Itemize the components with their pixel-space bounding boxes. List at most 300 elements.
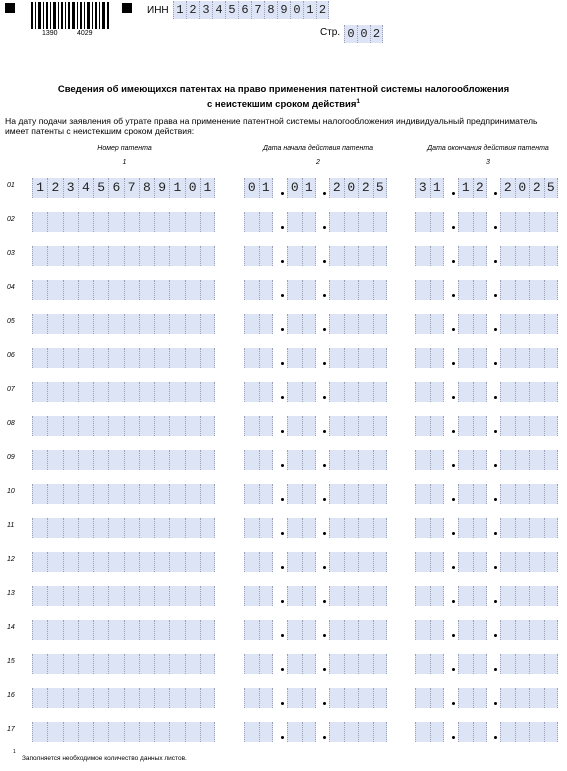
end-day-field[interactable]	[415, 722, 444, 742]
start-year-field-cell: 0	[344, 178, 359, 198]
end-year-field[interactable]	[500, 314, 558, 334]
end-month-field-cell	[458, 518, 473, 538]
start-year-field[interactable]	[329, 450, 387, 470]
row-label: 12	[7, 556, 15, 563]
start-year-field-cell	[358, 416, 373, 436]
patent-number-field-cell	[108, 280, 123, 300]
end-month-field-cell	[458, 688, 473, 708]
start-day-field-cell	[259, 416, 274, 436]
end-month-field-cell	[458, 450, 473, 470]
end-day-field[interactable]	[415, 212, 444, 232]
row-label: 06	[7, 352, 15, 359]
end-month-field[interactable]	[458, 416, 487, 436]
patent-number-field-cell	[78, 280, 93, 300]
patent-number-field-cell	[185, 620, 200, 640]
patent-number-field-cell	[108, 314, 123, 334]
date-separator-dot	[281, 736, 284, 739]
start-year-field[interactable]	[329, 722, 387, 742]
end-year-field-cell	[529, 586, 544, 606]
start-year-field-cell	[373, 552, 388, 572]
patent-number-field-cell	[108, 348, 123, 368]
start-year-field-cell	[373, 620, 388, 640]
end-day-field-cell	[430, 722, 445, 742]
row-label: 03	[7, 250, 15, 257]
start-month-field[interactable]	[287, 654, 316, 674]
start-year-field[interactable]	[329, 620, 387, 640]
patent-number-field-cell	[78, 416, 93, 436]
patent-number-field-cell	[185, 586, 200, 606]
patent-number-field-cell	[93, 620, 108, 640]
date-separator-dot	[452, 362, 455, 365]
start-day-field[interactable]	[244, 654, 273, 674]
start-day-field[interactable]	[244, 280, 273, 300]
start-day-field[interactable]	[244, 688, 273, 708]
start-month-field[interactable]	[287, 212, 316, 232]
start-month-field[interactable]	[287, 450, 316, 470]
date-separator-dot	[452, 464, 455, 467]
end-year-field[interactable]	[500, 280, 558, 300]
end-year-field[interactable]	[500, 620, 558, 640]
patent-number-field-cell	[47, 314, 62, 334]
patent-number-field-cell	[108, 552, 123, 572]
start-month-field[interactable]	[287, 688, 316, 708]
start-day-field[interactable]	[244, 212, 273, 232]
end-year-field[interactable]	[500, 178, 558, 198]
patent-number-field-cell	[124, 416, 139, 436]
start-year-field[interactable]	[329, 246, 387, 266]
end-year-field-cell	[500, 212, 515, 232]
patent-number-field-cell	[124, 552, 139, 572]
end-month-field[interactable]	[458, 620, 487, 640]
end-day-field[interactable]	[415, 654, 444, 674]
start-day-field-cell	[244, 450, 259, 470]
patent-number-field-cell: 1	[169, 178, 184, 198]
date-separator-dot	[323, 634, 326, 637]
end-year-field-cell	[544, 722, 559, 742]
row-label: 13	[7, 590, 15, 597]
start-year-field-cell	[358, 280, 373, 300]
start-month-field-cell	[287, 246, 302, 266]
start-month-field[interactable]	[287, 552, 316, 572]
date-separator-dot	[323, 736, 326, 739]
row-label: 05	[7, 318, 15, 325]
start-year-field-cell	[358, 484, 373, 504]
start-day-field-cell	[244, 246, 259, 266]
patent-number-field-cell	[154, 620, 169, 640]
start-month-field-cell	[287, 654, 302, 674]
patent-number-field-cell	[200, 620, 215, 640]
end-month-field[interactable]	[458, 382, 487, 402]
patent-number-field-cell	[154, 280, 169, 300]
patent-number-field-cell	[139, 416, 154, 436]
patent-number-field-cell	[93, 246, 108, 266]
date-separator-dot	[452, 566, 455, 569]
patent-number-field-cell	[32, 688, 47, 708]
patent-number-field[interactable]	[32, 348, 215, 368]
patent-number-field-cell	[139, 212, 154, 232]
patent-number-field[interactable]	[32, 586, 215, 606]
patent-number-field-cell	[63, 416, 78, 436]
patent-number-field-cell	[108, 382, 123, 402]
start-month-field-cell	[302, 246, 317, 266]
end-day-field[interactable]	[415, 518, 444, 538]
end-year-field-cell	[544, 620, 559, 640]
end-month-field[interactable]	[458, 552, 487, 572]
start-day-field[interactable]	[244, 348, 273, 368]
date-separator-dot	[494, 260, 497, 263]
patent-number-field[interactable]	[32, 382, 215, 402]
start-year-field-cell	[344, 348, 359, 368]
start-day-field[interactable]	[244, 586, 273, 606]
start-day-field[interactable]	[244, 246, 273, 266]
start-month-field-cell	[287, 280, 302, 300]
patent-number-field[interactable]	[32, 654, 215, 674]
end-year-field[interactable]	[500, 688, 558, 708]
end-year-field-cell	[500, 484, 515, 504]
start-month-field-cell	[287, 314, 302, 334]
end-month-field-cell	[458, 314, 473, 334]
patent-number-field-cell	[78, 518, 93, 538]
date-separator-dot	[494, 702, 497, 705]
end-month-field[interactable]	[458, 348, 487, 368]
end-year-field[interactable]	[500, 450, 558, 470]
end-day-field[interactable]	[415, 382, 444, 402]
patent-number-field-cell	[108, 518, 123, 538]
date-separator-dot	[323, 532, 326, 535]
end-month-field-cell	[473, 450, 488, 470]
start-month-field-cell	[302, 518, 317, 538]
end-year-field[interactable]	[500, 382, 558, 402]
end-year-field[interactable]	[500, 484, 558, 504]
start-year-field-cell	[329, 688, 344, 708]
start-year-field-cell	[373, 484, 388, 504]
patent-number-field-cell	[47, 654, 62, 674]
patent-number-field-cell	[124, 654, 139, 674]
end-month-field[interactable]	[458, 518, 487, 538]
end-day-field[interactable]	[415, 314, 444, 334]
patent-number-field-cell	[32, 518, 47, 538]
page-number-field[interactable]	[344, 25, 383, 43]
start-day-field[interactable]	[244, 450, 273, 470]
end-month-field[interactable]	[458, 688, 487, 708]
patent-number-field-cell	[32, 620, 47, 640]
patent-number-field-cell	[63, 722, 78, 742]
patent-number-field[interactable]	[32, 518, 215, 538]
start-day-field[interactable]	[244, 484, 273, 504]
start-month-field[interactable]	[287, 348, 316, 368]
patent-number-field-cell	[154, 586, 169, 606]
end-year-field-cell	[500, 314, 515, 334]
start-day-field[interactable]	[244, 722, 273, 742]
start-month-field-cell	[302, 688, 317, 708]
start-year-field[interactable]	[329, 212, 387, 232]
end-year-field-cell	[529, 348, 544, 368]
start-month-field[interactable]	[287, 280, 316, 300]
end-month-field[interactable]	[458, 450, 487, 470]
start-month-field[interactable]	[287, 484, 316, 504]
start-year-field[interactable]	[329, 178, 387, 198]
date-separator-dot	[323, 226, 326, 229]
patent-number-field-cell	[47, 586, 62, 606]
patent-number-field-cell	[78, 348, 93, 368]
date-separator-dot	[323, 464, 326, 467]
patent-number-field-cell	[63, 586, 78, 606]
start-year-field[interactable]	[329, 382, 387, 402]
patent-number-field[interactable]	[32, 314, 215, 334]
start-year-field[interactable]	[329, 314, 387, 334]
start-year-field[interactable]	[329, 518, 387, 538]
start-day-field-cell	[244, 620, 259, 640]
start-month-field[interactable]	[287, 314, 316, 334]
start-month-field[interactable]	[287, 178, 316, 198]
date-separator-dot	[452, 294, 455, 297]
start-year-field-cell	[373, 688, 388, 708]
end-day-field[interactable]	[415, 450, 444, 470]
start-day-field[interactable]	[244, 518, 273, 538]
end-month-field[interactable]	[458, 280, 487, 300]
end-year-field-cell	[544, 484, 559, 504]
start-month-field[interactable]	[287, 620, 316, 640]
barcode-number-right: 4029	[77, 30, 93, 37]
date-separator-dot	[452, 226, 455, 229]
start-day-field-cell	[259, 314, 274, 334]
end-day-field[interactable]	[415, 620, 444, 640]
patent-number-field[interactable]	[32, 212, 215, 232]
start-month-field[interactable]	[287, 518, 316, 538]
end-day-field-cell	[415, 552, 430, 572]
patent-number-field-cell	[63, 688, 78, 708]
title-footnote-mark: 1	[356, 98, 360, 105]
patent-number-field-cell	[93, 654, 108, 674]
start-year-field[interactable]	[329, 586, 387, 606]
date-separator-dot	[452, 396, 455, 399]
start-year-field[interactable]	[329, 348, 387, 368]
patent-number-field[interactable]	[32, 280, 215, 300]
end-year-field-cell	[529, 688, 544, 708]
start-day-field-cell	[244, 416, 259, 436]
patent-number-field-cell: 4	[78, 178, 93, 198]
end-year-field-cell	[544, 552, 559, 572]
start-year-field-cell	[373, 280, 388, 300]
end-year-field-cell	[515, 450, 530, 470]
inn-cell: 9	[277, 1, 290, 19]
end-month-field-cell	[473, 280, 488, 300]
patent-number-field[interactable]	[32, 552, 215, 572]
patent-number-field[interactable]	[32, 620, 215, 640]
patent-number-field-cell	[185, 450, 200, 470]
end-day-field[interactable]	[415, 178, 444, 198]
patent-number-field-cell	[154, 450, 169, 470]
end-month-field-cell	[473, 722, 488, 742]
end-day-field[interactable]	[415, 348, 444, 368]
inn-label: ИНН	[147, 5, 169, 16]
patent-number-field-cell	[47, 382, 62, 402]
start-month-field[interactable]	[287, 586, 316, 606]
end-month-field-cell	[473, 314, 488, 334]
date-separator-dot	[281, 226, 284, 229]
end-month-field-cell: 2	[473, 178, 488, 198]
end-year-field[interactable]	[500, 654, 558, 674]
end-day-field-cell	[415, 518, 430, 538]
patent-number-field-cell	[78, 688, 93, 708]
end-month-field[interactable]	[458, 212, 487, 232]
date-separator-dot	[494, 464, 497, 467]
start-month-field[interactable]	[287, 722, 316, 742]
end-year-field[interactable]	[500, 246, 558, 266]
end-day-field[interactable]	[415, 688, 444, 708]
inn-cell: 1	[173, 1, 186, 19]
patent-number-field-cell	[185, 416, 200, 436]
start-year-field-cell	[373, 722, 388, 742]
end-month-field[interactable]	[458, 314, 487, 334]
start-day-field[interactable]	[244, 552, 273, 572]
end-day-field-cell	[415, 654, 430, 674]
end-year-field[interactable]	[500, 722, 558, 742]
patent-number-field-cell: 1	[32, 178, 47, 198]
start-year-field-cell	[344, 484, 359, 504]
start-year-field[interactable]	[329, 416, 387, 436]
patent-number-field-cell	[154, 212, 169, 232]
date-separator-dot	[323, 600, 326, 603]
end-year-field[interactable]	[500, 212, 558, 232]
start-day-field-cell	[244, 518, 259, 538]
start-year-field[interactable]	[329, 688, 387, 708]
start-year-field[interactable]	[329, 654, 387, 674]
end-year-field-cell	[515, 212, 530, 232]
end-month-field[interactable]	[458, 722, 487, 742]
start-year-field-cell	[329, 620, 344, 640]
patent-number-field[interactable]	[32, 450, 215, 470]
end-year-field-cell	[500, 450, 515, 470]
patent-number-field[interactable]	[32, 416, 215, 436]
patent-number-field[interactable]	[32, 178, 215, 198]
end-year-field-cell	[544, 416, 559, 436]
patent-number-field-cell: 3	[63, 178, 78, 198]
patent-number-field-cell: 5	[93, 178, 108, 198]
intro-line1: На дату подачи заявления об утрате права на применение патентной системы налогообложения индивидуальный предприниматель	[5, 116, 538, 126]
date-separator-dot	[494, 736, 497, 739]
start-month-field[interactable]	[287, 416, 316, 436]
end-month-field[interactable]	[458, 246, 487, 266]
patent-number-field-cell	[200, 552, 215, 572]
start-year-field[interactable]	[329, 552, 387, 572]
patent-number-field-cell	[169, 620, 184, 640]
start-day-field[interactable]	[244, 314, 273, 334]
end-year-field-cell	[500, 416, 515, 436]
patent-number-field[interactable]	[32, 246, 215, 266]
intro-line2: имеет патенты с неистекшим сроком действия:	[5, 126, 195, 136]
patent-number-field-cell	[200, 212, 215, 232]
patent-number-field-cell	[200, 518, 215, 538]
end-year-field[interactable]	[500, 518, 558, 538]
patent-number-field-cell: 8	[139, 178, 154, 198]
start-day-field-cell	[259, 620, 274, 640]
patent-number-field-cell	[169, 518, 184, 538]
end-year-field-cell	[529, 484, 544, 504]
patent-number-field-cell	[169, 416, 184, 436]
inn-cell: 4	[212, 1, 225, 19]
patent-number-field-cell	[139, 314, 154, 334]
end-day-field[interactable]	[415, 586, 444, 606]
start-year-field-cell	[373, 450, 388, 470]
end-year-field-cell	[544, 688, 559, 708]
patent-number-field-cell	[124, 450, 139, 470]
end-month-field-cell: 1	[458, 178, 473, 198]
start-day-field-cell	[259, 212, 274, 232]
end-month-field[interactable]	[458, 484, 487, 504]
end-year-field[interactable]	[500, 586, 558, 606]
date-separator-dot	[452, 600, 455, 603]
start-month-field-cell	[302, 314, 317, 334]
inn-field[interactable]	[173, 1, 329, 19]
start-day-field[interactable]	[244, 416, 273, 436]
patent-number-field-cell	[63, 450, 78, 470]
patent-number-field-cell	[78, 484, 93, 504]
end-day-field-cell: 1	[430, 178, 445, 198]
end-day-field[interactable]	[415, 246, 444, 266]
patent-number-field-cell	[200, 314, 215, 334]
end-month-field[interactable]	[458, 178, 487, 198]
start-month-field[interactable]	[287, 382, 316, 402]
patent-number-field[interactable]	[32, 722, 215, 742]
start-day-field-cell: 0	[244, 178, 259, 198]
start-year-field-cell	[329, 246, 344, 266]
start-year-field-cell	[373, 518, 388, 538]
patent-number-field-cell	[124, 688, 139, 708]
end-day-field-cell	[430, 348, 445, 368]
end-day-field[interactable]	[415, 552, 444, 572]
end-year-field[interactable]	[500, 348, 558, 368]
form-title-text: с неистекшим сроком действия	[207, 99, 357, 111]
start-month-field[interactable]	[287, 246, 316, 266]
patent-number-field-cell	[124, 246, 139, 266]
start-year-field-cell	[344, 654, 359, 674]
start-year-field[interactable]	[329, 280, 387, 300]
patent-number-field-cell	[78, 654, 93, 674]
end-month-field[interactable]	[458, 654, 487, 674]
start-day-field-cell	[259, 382, 274, 402]
start-year-field-cell	[344, 688, 359, 708]
patent-number-field[interactable]	[32, 484, 215, 504]
patent-number-field-cell	[200, 484, 215, 504]
end-month-field[interactable]	[458, 586, 487, 606]
end-year-field[interactable]	[500, 416, 558, 436]
start-month-field-cell	[302, 722, 317, 742]
end-day-field[interactable]	[415, 280, 444, 300]
end-year-field-cell	[529, 552, 544, 572]
end-year-field-cell	[515, 620, 530, 640]
start-year-field-cell	[329, 654, 344, 674]
page-cell: 0	[357, 25, 370, 43]
patent-number-field-cell	[169, 552, 184, 572]
end-day-field[interactable]	[415, 416, 444, 436]
start-year-field[interactable]	[329, 484, 387, 504]
patent-number-field[interactable]	[32, 688, 215, 708]
end-day-field[interactable]	[415, 484, 444, 504]
start-day-field-cell	[259, 246, 274, 266]
start-day-field[interactable]	[244, 382, 273, 402]
start-day-field[interactable]	[244, 178, 273, 198]
patent-number-field-cell	[63, 348, 78, 368]
patent-number-field-cell	[169, 280, 184, 300]
end-year-field[interactable]	[500, 552, 558, 572]
date-separator-dot	[452, 668, 455, 671]
end-month-field-cell	[458, 654, 473, 674]
date-separator-dot	[281, 328, 284, 331]
row-label: 10	[7, 488, 15, 495]
start-day-field[interactable]	[244, 620, 273, 640]
end-day-field-cell	[430, 416, 445, 436]
